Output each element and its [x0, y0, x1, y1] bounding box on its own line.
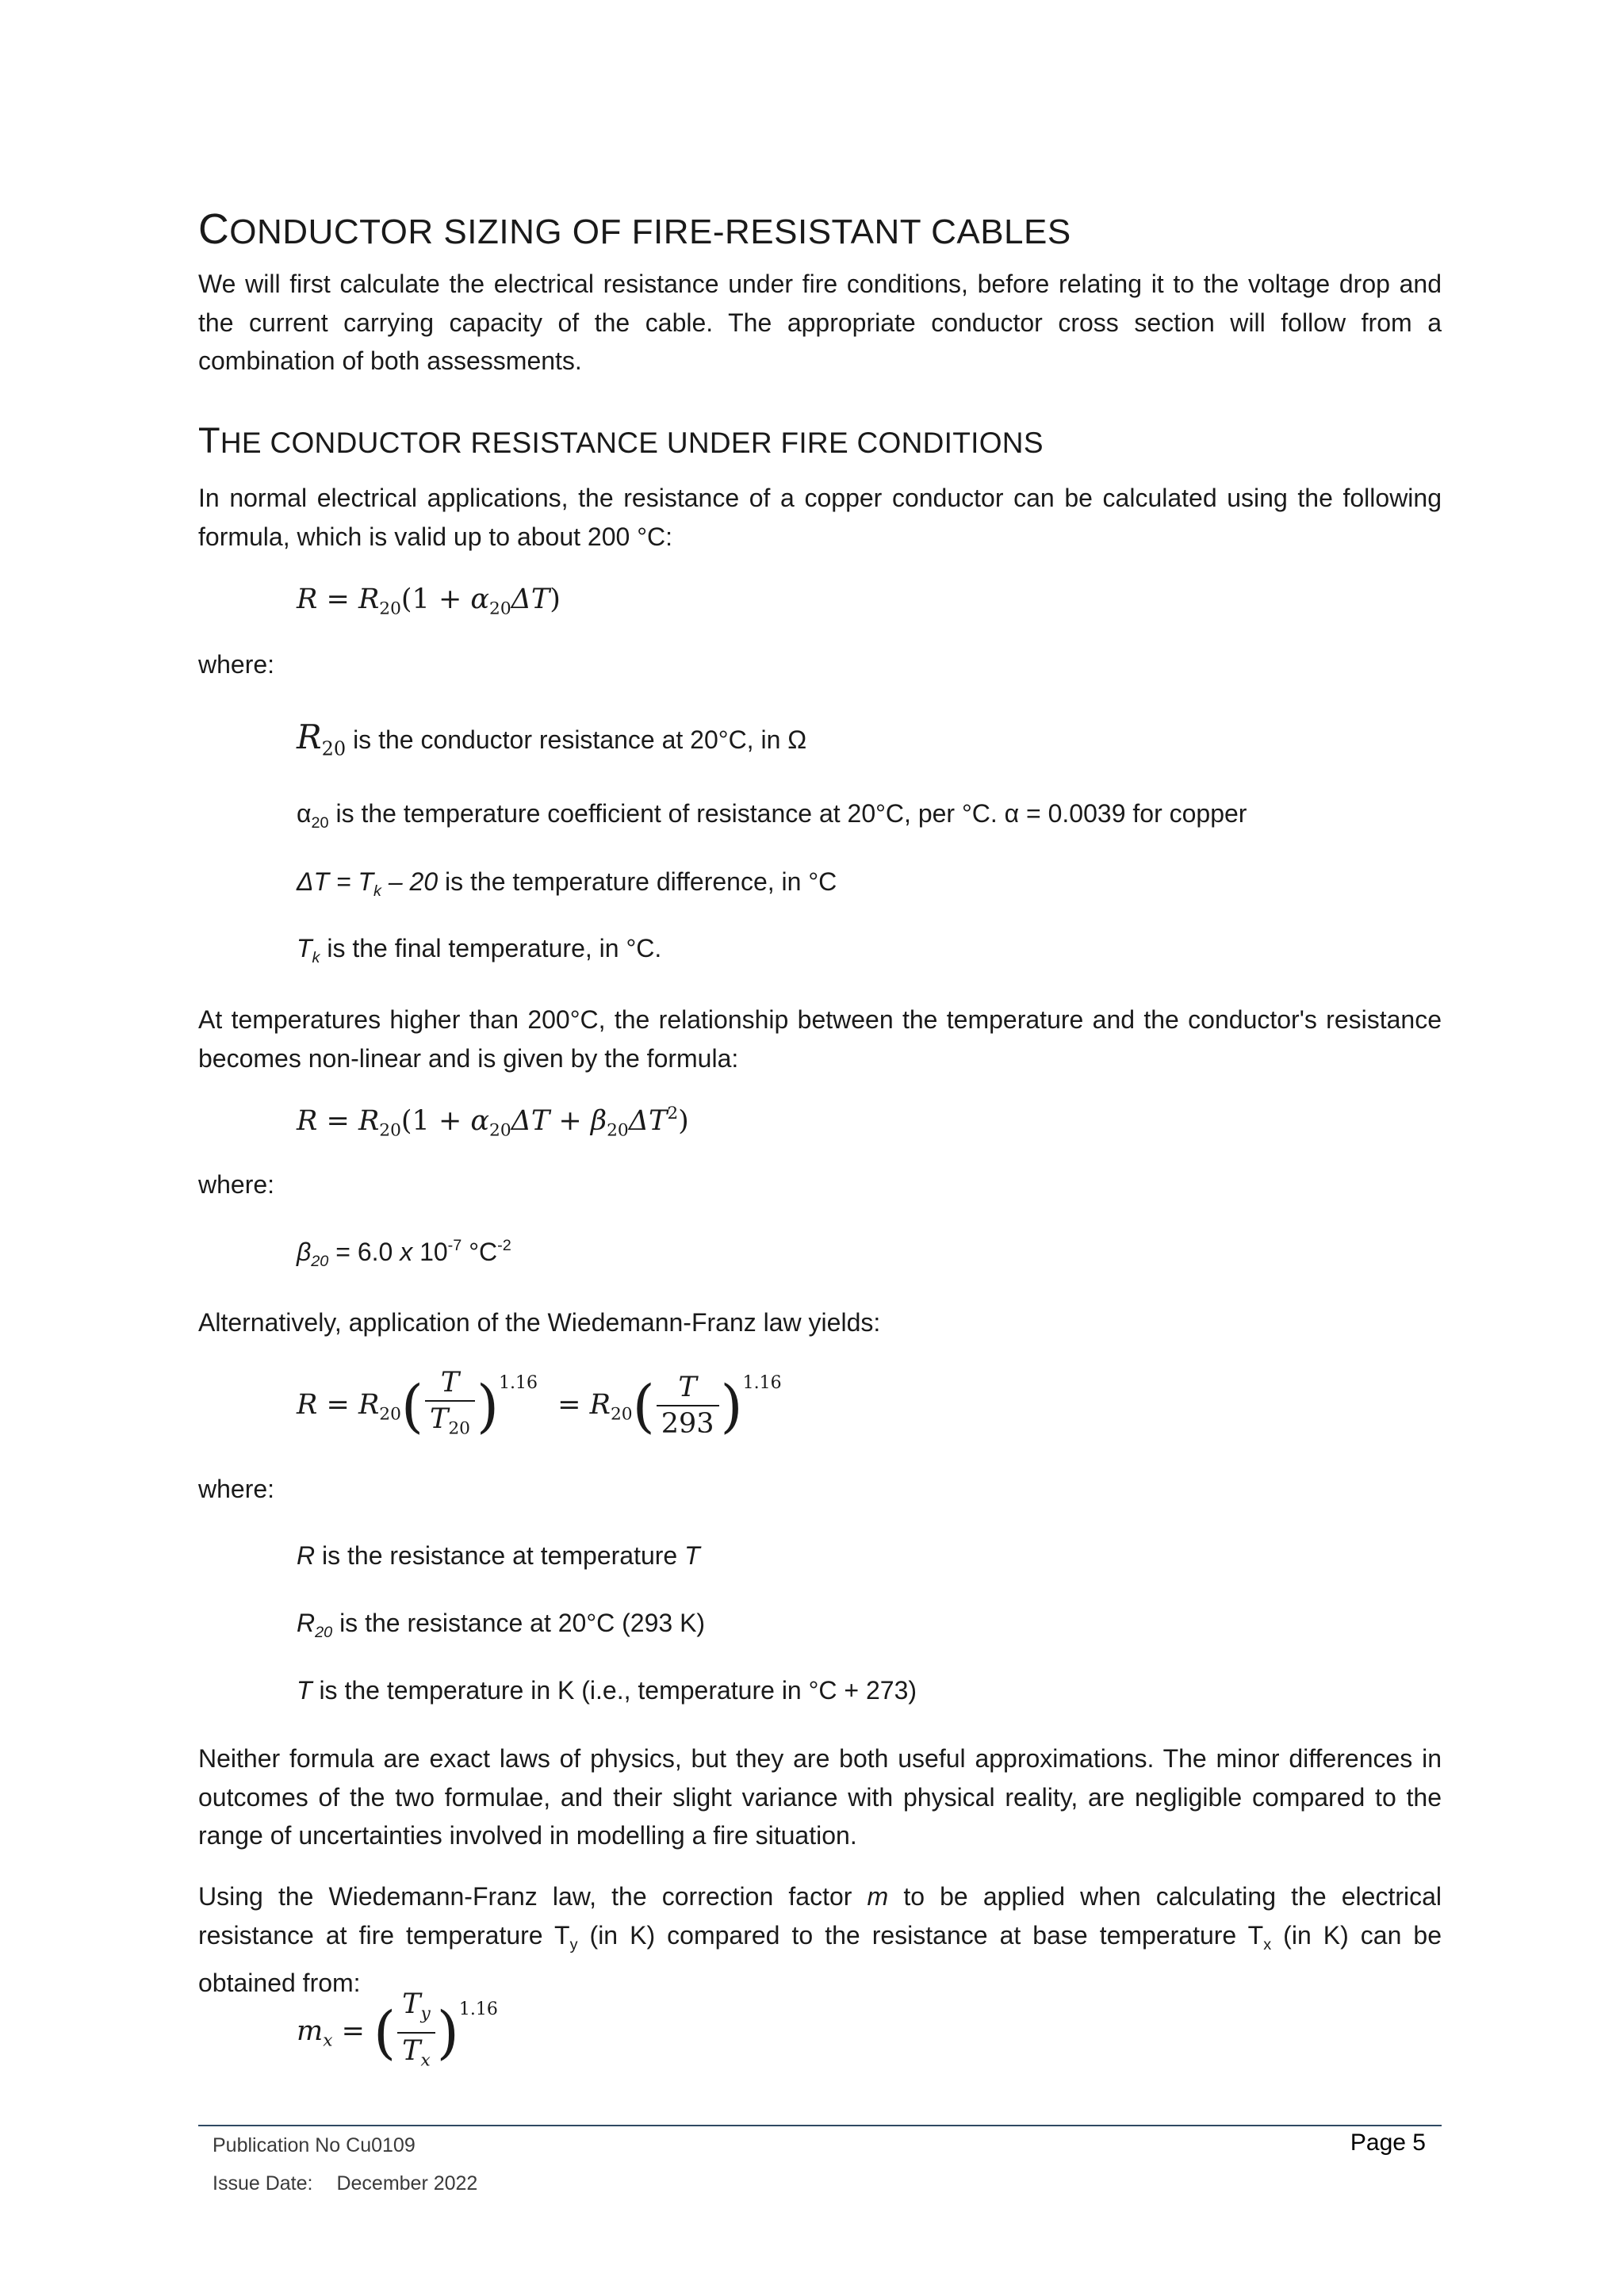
definition-delta-t: $\Delta T = T_k - 20$ is the temperature difference, in °C: [297, 867, 837, 900]
paragraph-approximations: Neither formula are exact laws of physics, but they are both useful approximations. The minor differences in outcomes of the two formulae, and their slight variance with physical reality, are negligible compared to the range of uncertainties involved in modelling a fire situation.: [198, 1744, 1442, 1850]
where-label-2: where:: [198, 1170, 275, 1199]
paragraph-normal-applications: In normal electrical applications, the resistance of a copper conductor can be calculated using the following formula, which is valid up to about 200 °C:: [198, 484, 1442, 551]
paragraph-nonlinear: At temperatures higher than 200°C, the relationship between the temperature and the conductor's resistance becomes non-linear and is given by the formula:: [198, 1005, 1442, 1073]
definition-r20: $R_{20}$ is the conductor resistance at 20°C, in Ω: [297, 718, 807, 760]
formula-correction-factor: $m_x$ = ( $\frac{T_y}{T_x}$ )$^{1.16}$: [297, 1988, 498, 2071]
formula-linear-resistance: $R = R_{20}(1 + \alpha_{20}\Delta T)$: [297, 584, 561, 619]
where-label: where:: [198, 650, 275, 679]
footer-rule: [198, 2125, 1442, 2126]
page-number: Page 5: [1350, 2130, 1426, 2156]
paragraph-correction-factor: Using the Wiedemann-Franz law, the correction factor m to be applied when calculating the electrical resistance at fire temperature $T_y$ (in K) compared to the resistance at base temperature $T_x$ (in K) can be obtained from:: [198, 1882, 1442, 1997]
formula-nonlinear-resistance: $R = R_{20}(1 + \alpha_{20}\Delta T + \beta_{20}\Delta T^2)$: [297, 1104, 689, 1141]
subsection-title: THE CONDUCTOR RESISTANCE UNDER FIRE CONDITIONS: [198, 420, 1044, 461]
definition-beta: $\beta_{20} = 6.0$ x $10^{-7}$ $^\circ C^{-2}$: [297, 1237, 511, 1270]
definition-alpha: $\alpha_{20}$ is the temperature coefficient of resistance at 20°C, per °C. α = 0.0039 for copper: [297, 799, 1247, 832]
issue-date-value: December 2022: [336, 2172, 478, 2195]
definition-t: T is the temperature in K (i.e., temperature in °C + 273): [297, 1676, 917, 1705]
footer-issue-date: [213, 2172, 477, 2195]
definition-r20-kelvin: $R_{20}$ is the resistance at 20°C (293 K): [297, 1609, 706, 1641]
footer-publication: Publication No Cu0109: [213, 2134, 416, 2156]
definition-tk: $T_k$ is the final temperature, in °C.: [297, 934, 662, 966]
issue-date-label: Issue Date:: [213, 2172, 313, 2195]
definition-r: R is the resistance at temperature T: [297, 1541, 700, 1570]
section-title: CONDUCTOR SIZING OF FIRE-RESISTANT CABLES: [198, 205, 1071, 253]
formula-wiedemann-franz: $R = R_{20}$( $\frac{T}{T_{20}}$ )$^{1.16} = R_{20}$( $\frac{T}{293}$ )$^{1.16}$: [297, 1367, 782, 1441]
where-label-3: where:: [198, 1475, 275, 1503]
paragraph-wiedemann-franz: Alternatively, application of the Wiedemann-Franz law yields:: [198, 1308, 881, 1337]
intro-paragraph: We will first calculate the electrical resistance under fire conditions, before relating it to the voltage drop and the current carrying capacity of the cable. The appropriate conductor cross section will follow from a combination of both assessments.: [198, 270, 1442, 375]
